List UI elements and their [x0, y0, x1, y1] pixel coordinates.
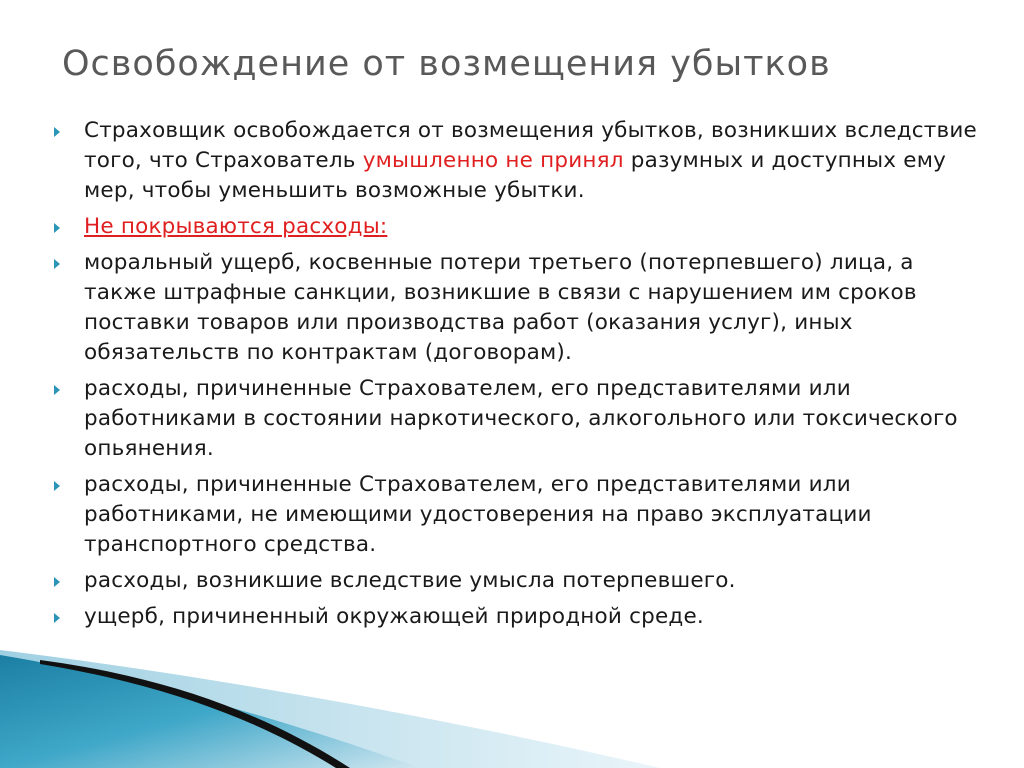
slide-title: Освобождение от возмещения убытков [62, 44, 831, 84]
list-item-text: ущерб, причиненный окружающей природной среде. [84, 604, 704, 629]
item-text-before: Страховщик освобождается от возмещения убытков, возникших вследствие того, что Страхователь [84, 118, 977, 173]
section-heading: Не покрываются расходы [84, 214, 380, 239]
section-heading-colon: : [379, 214, 388, 239]
list-item-text: моральный ущерб, косвенные потери третьего (потерпевшего) лица, а также штрафные санкции, возникшие в связи с нарушением им сроков поставки товаров или производства работ (оказания услуг), иных обязательств по контрактам (договорам). [84, 250, 917, 365]
item-text-highlight: умышленно не принял [362, 148, 624, 173]
item-text-after: разумных и доступных ему мер, чтобы уменьшить возможные убытки. [84, 148, 947, 203]
list-item-text: расходы, причиненные Страхователем, его представителями или работниками, не имеющими удостоверения на право эксплуатации транспортного средства. [84, 472, 872, 557]
list-item-text: расходы, причиненные Страхователем, его представителями или работниками в состоянии наркотического, алкогольного или токсического опьянения. [84, 376, 958, 461]
list-item-text: расходы, возникшие вследствие умысла потерпевшего. [84, 568, 736, 593]
